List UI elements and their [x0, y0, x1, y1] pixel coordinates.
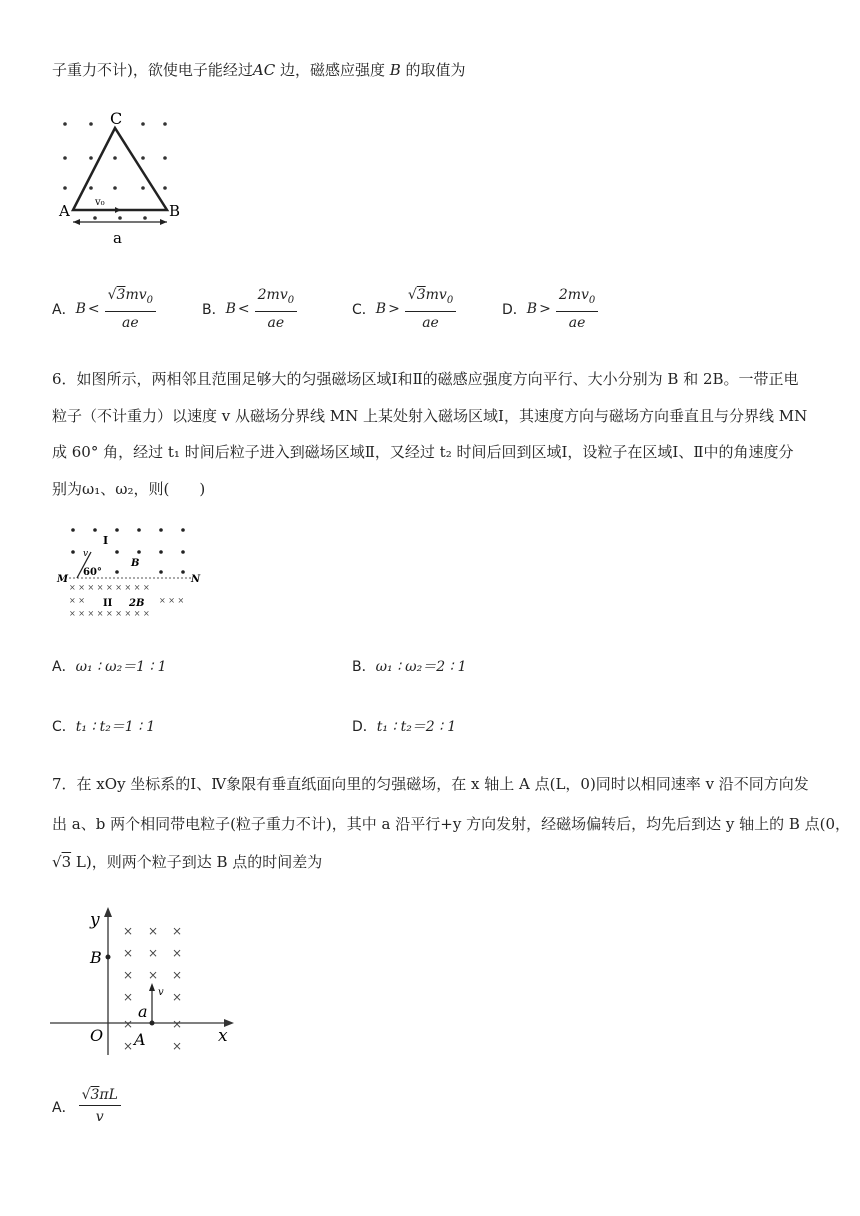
label-60-deg: 60° [83, 567, 102, 578]
q7-line-3: √3 L)，则两个粒子到达 B 点的时间差为 [52, 853, 323, 871]
q5-option-b[interactable]: B． B < $\frac{2mv_0}{ae}$ [202, 286, 297, 333]
label-side-a: a [113, 229, 122, 247]
question5-stem-tail: 子重力不计)，欲使电子能经过AC 边，磁感应强度 B 的取值为 [52, 61, 466, 79]
svg-text:×: × [172, 1039, 183, 1053]
label-o: O [90, 1026, 104, 1045]
svg-text:× × ×: × × × [159, 596, 185, 605]
svg-text:×: × [123, 946, 134, 960]
q6-option-b[interactable]: B． ω₁ ∶ ω₂＝2 ∶ 1 [352, 659, 467, 675]
label-region-1: I [103, 534, 109, 547]
svg-text:× ×: × × [69, 596, 85, 605]
svg-text:×: × [172, 924, 183, 938]
point-b [106, 955, 111, 960]
label-n: N [191, 574, 201, 585]
label-b: B [169, 202, 181, 220]
label-m: M [57, 574, 69, 585]
q5-option-c[interactable]: C． B > $\frac{√3mv_0}{ae}$ [352, 286, 456, 333]
svg-text:× × × × × × × × ×: × × × × × × × × × [69, 609, 150, 618]
svg-text:×: × [172, 1017, 183, 1031]
q7-line-2: 出 a、b 两个相同带电粒子(粒子重力不计)，其中 a 沿平行+y 方向发射，经磁场偏转后，均先后到达 y 轴上的 B 点(0， [52, 815, 851, 833]
svg-text:×: × [172, 968, 183, 982]
q6-line-4: 别为ω₁、ω₂，则( ) [52, 480, 206, 498]
svg-text:× × × × × × × × ×: × × × × × × × × × [69, 583, 150, 592]
field-dots [63, 122, 167, 220]
svg-text:×: × [123, 968, 134, 982]
label-v: v [158, 987, 164, 998]
fraction: $\frac{√3mv_0}{ae}$ [105, 286, 156, 333]
q7-line-1: 7．在 xOy 坐标系的Ⅰ、Ⅳ象限有垂直纸面向里的匀强磁场，在 x 轴上 A 点(L，0)同时以相同速率 v 沿不同方向发 [52, 775, 809, 793]
svg-text:×: × [172, 990, 183, 1004]
label-a: A [59, 202, 70, 220]
two-region-field-figure [55, 520, 205, 622]
fraction: $\frac{2mv_0}{ae}$ [255, 286, 297, 333]
svg-text:×: × [148, 946, 159, 960]
label-v0: v₀ [95, 197, 105, 208]
label-2b: 2B [129, 598, 145, 609]
q6-option-a[interactable]: A． ω₁ ∶ ω₂＝1 ∶ 1 [52, 659, 167, 675]
coordinate-field-figure [50, 905, 240, 1055]
label-x: x [218, 1026, 228, 1046]
label-a: a [138, 1002, 148, 1021]
q6-line-2: 粒子（不计重力）以速度 v 从磁场分界线 MN 上某处射入磁场区域Ⅰ，其速度方向与磁场方向垂直且与分界线 MN [52, 407, 808, 425]
label-v: v [83, 549, 89, 559]
svg-text:×: × [123, 990, 134, 1004]
svg-text:×: × [148, 968, 159, 982]
label-a-point: A [134, 1030, 146, 1049]
svg-text:×: × [123, 1039, 134, 1053]
svg-text:×: × [148, 924, 159, 938]
svg-text:×: × [123, 924, 134, 938]
q6-line-3: 成 60° 角，经过 t₁ 时间后粒子进入到磁场区域Ⅱ，又经过 t₂ 时间后回到区域Ⅰ，设粒子在区域Ⅰ、Ⅱ中的角速度分 [52, 443, 794, 461]
label-y: y [90, 910, 100, 930]
triangle-abc [73, 128, 167, 210]
q6-option-d[interactable]: D． t₁ ∶ t₂＝2 ∶ 1 [352, 719, 457, 735]
q7-option-a[interactable]: A． $\frac{√3\pi L}{v}$ [52, 1086, 121, 1127]
q5-option-d[interactable]: D． B > $\frac{2mv_0}{ae}$ [502, 286, 598, 333]
region2-crosses [69, 583, 184, 618]
svg-text:×: × [172, 946, 183, 960]
fraction: $\frac{√3mv_0}{ae}$ [405, 286, 456, 333]
label-b: B [90, 948, 102, 967]
q6-option-c[interactable]: C． t₁ ∶ t₂＝1 ∶ 1 [52, 719, 156, 735]
q6-line-1: 6．如图所示，两相邻且范围足够大的匀强磁场区域Ⅰ和Ⅱ的磁感应强度方向平行、大小分别为 B 和 2B。一带正电 [52, 370, 799, 388]
label-region-2: II [103, 598, 113, 609]
fraction: $\frac{√3\pi L}{v}$ [79, 1086, 121, 1127]
label-c: C [110, 110, 123, 128]
label-b: B [131, 558, 140, 569]
q5-option-a[interactable]: A． B < $\frac{√3mv_0}{ae}$ [52, 286, 156, 333]
fraction: $\frac{2mv_0}{ae}$ [556, 286, 598, 333]
triangle-field-figure [55, 110, 195, 252]
svg-text:×: × [123, 1017, 134, 1031]
